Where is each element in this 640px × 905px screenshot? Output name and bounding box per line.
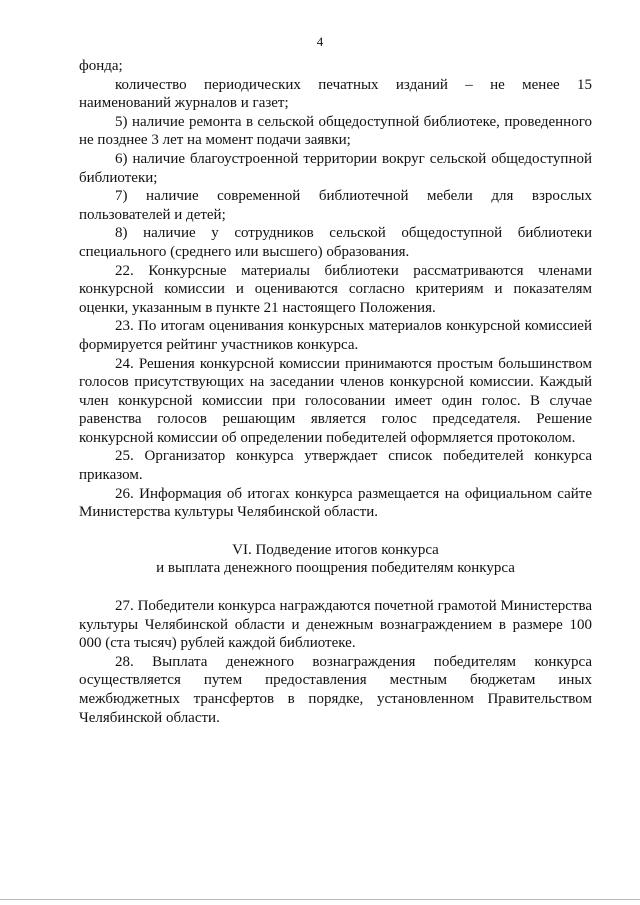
paragraph: 8) наличие у сотрудников сельской общедоступной библиотеки специального (среднего или высшего) образования. [79,225,592,260]
paragraph: 25. Организатор конкурса утверждает список победителей конкурса приказом. [79,448,592,484]
section-heading: VI. Подведение итогов конкурса [232,541,439,558]
paragraph: 26. Информация об итогах конкурса размещается на официальном сайте Министерства культуры Челябинской области. [79,485,592,521]
paragraph: 22. Конкурсные материалы библиотеки рассматриваются членами конкурсной комиссии и оцениваются согласно критериям и показателям оценки, указанным в пункте 21 настоящего Положения. [79,262,592,316]
paragraph: 6) наличие благоустроенной территории вокруг сельской общедоступной библиотеки; [79,150,592,186]
paragraph: 7) наличие современной библиотечной мебели для взрослых пользователей и детей; [79,188,592,223]
paragraph: количество периодических печатных изданий – не менее 15 наименований журналов и газет; [79,76,592,112]
document-body [79,57,592,727]
paragraph: 28. Выплата денежного вознаграждения победителям конкурса осуществляется путем предоставления местным бюджетам иных межбюджетных трансфертов в порядке, установленном Правительством Челябинской области. [79,653,592,726]
page-edge-line [0,899,640,900]
paragraph: 23. По итогам оценивания конкурсных материалов конкурсной комиссией формируется рейтинг участников конкурса. [79,318,592,353]
paragraph: 27. Победители конкурса награждаются почетной грамотой Министерства культуры Челябинской области и денежным вознаграждением в размере 100 000 (ста тысяч) рублей каждой библиотеке. [79,598,592,652]
paragraph: фонда; [79,58,123,74]
page-number: 4 [316,34,324,49]
paragraph: 24. Решения конкурсной комиссии принимаются простым большинством голосов присутствующих на заседании членов конкурсной комиссии. Каждый член конкурсной комиссии при голосовании имеет один голос. В случае равенства голосов решающим является голос председателя. Решение конкурсной комиссии об определении победителей оформляется протоколом. [79,355,592,446]
paragraph: 5) наличие ремонта в сельской общедоступной библиотеке, проведенного не позднее 3 лет на момент подачи заявки; [79,113,592,149]
section-heading-continued: и выплата денежного поощрения победителям конкурса [156,560,515,577]
